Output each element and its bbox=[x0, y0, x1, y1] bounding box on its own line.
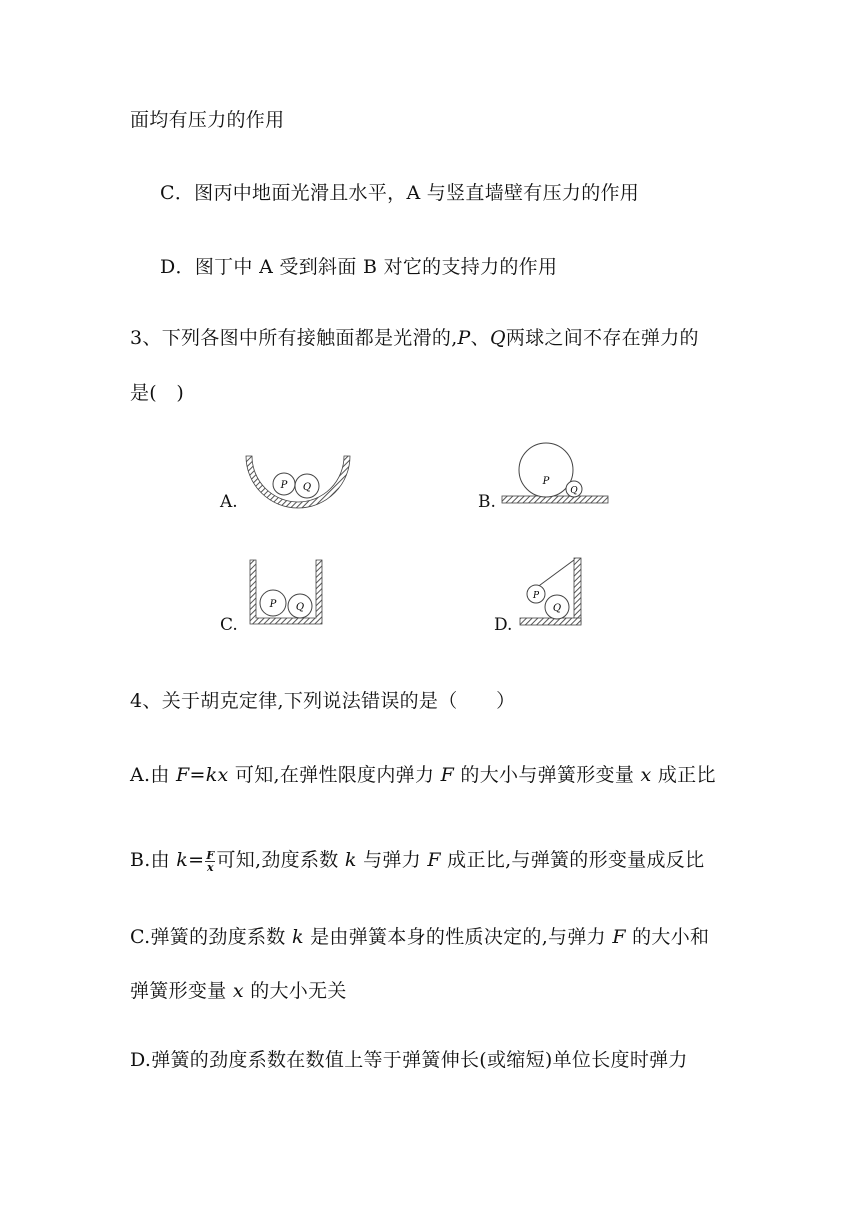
var-f: F bbox=[440, 764, 455, 786]
ball-p-label: P bbox=[542, 476, 550, 487]
question-4-stem: 4、关于胡克定律,下列说法错误的是（ ） bbox=[130, 690, 516, 712]
text-line-1: 面均有压力的作用 bbox=[130, 109, 285, 131]
text: 成正比 bbox=[651, 764, 716, 786]
q4-option-b bbox=[130, 845, 704, 873]
fraction-f-over-x bbox=[205, 850, 215, 873]
var-f: F bbox=[612, 926, 626, 948]
wall bbox=[574, 558, 581, 624]
figure-c-box-diagram bbox=[248, 560, 328, 630]
var-x: x bbox=[232, 980, 244, 1002]
question-3-text: 3、下列各图中所有接触面都是光滑的, bbox=[130, 327, 458, 349]
text: 可知,劲度系数 bbox=[216, 849, 345, 871]
text: 是由弹簧本身的性质决定的,与弹力 bbox=[303, 926, 613, 948]
ball-q-label: Q bbox=[570, 486, 578, 496]
text: 成正比,与弹簧的形变量成反比 bbox=[440, 849, 705, 871]
ball-p-label: P bbox=[269, 599, 277, 610]
text: 的大小无关 bbox=[243, 980, 347, 1002]
ball-p-label: P bbox=[280, 480, 288, 491]
equals: = bbox=[188, 849, 205, 871]
text: 弹簧形变量 bbox=[130, 980, 233, 1002]
figure-b-diagram bbox=[500, 446, 610, 508]
text: C.弹簧的劲度系数 bbox=[130, 926, 292, 948]
string bbox=[536, 560, 574, 588]
var-k: k bbox=[344, 849, 357, 871]
text: A.由 bbox=[130, 764, 177, 786]
text: 的大小和 bbox=[625, 926, 710, 948]
text: 可知,在弹性限度内弹力 bbox=[228, 764, 441, 786]
ball-q-label: Q bbox=[552, 603, 562, 614]
var-kx: kx bbox=[205, 764, 229, 786]
var-k: k bbox=[176, 849, 189, 871]
ball-q-label: Q bbox=[302, 482, 312, 493]
var-p: P bbox=[457, 327, 471, 349]
figure-a-bowl-diagram bbox=[244, 452, 354, 512]
q4-option-a bbox=[130, 760, 716, 787]
figure-d-diagram bbox=[518, 558, 588, 628]
fraction-numerator: F bbox=[206, 848, 215, 862]
option-d-line: D．图丁中 A 受到斜面 B 对它的支持力的作用 bbox=[160, 256, 558, 278]
var-q: Q bbox=[489, 327, 506, 349]
question-3-text-2: 两球之间不存在弹力的 bbox=[505, 327, 699, 349]
ball-q-label: Q bbox=[295, 602, 305, 613]
separator: 、 bbox=[470, 327, 490, 349]
floor bbox=[502, 496, 608, 503]
var-x: x bbox=[640, 764, 652, 786]
figure-c-label: C. bbox=[220, 615, 238, 635]
figure-d-label: D. bbox=[494, 615, 513, 635]
fraction-denominator: x bbox=[206, 860, 214, 874]
q4-option-c-cont bbox=[130, 976, 347, 1003]
question-3-stem-cont: 是( ) bbox=[130, 382, 185, 404]
text: 与弹力 bbox=[356, 849, 428, 871]
var-f: F bbox=[176, 764, 190, 786]
q4-option-d: D.弹簧的劲度系数在数值上等于弹簧伸长(或缩短)单位长度时弹力 bbox=[130, 1049, 688, 1071]
box-wall bbox=[250, 560, 322, 624]
question-3-stem bbox=[130, 323, 699, 350]
text: B.由 bbox=[130, 849, 177, 871]
figure-a-label: A. bbox=[220, 492, 238, 512]
var-k: k bbox=[291, 926, 304, 948]
figure-b-label: B. bbox=[478, 492, 496, 512]
equals: = bbox=[189, 764, 206, 786]
ball-p-label: P bbox=[532, 591, 540, 601]
var-f: F bbox=[427, 849, 441, 871]
floor bbox=[520, 618, 581, 625]
option-c-line: C．图丙中地面光滑且水平，A 与竖直墙壁有压力的作用 bbox=[160, 182, 640, 204]
q4-option-c bbox=[130, 922, 709, 949]
text: 的大小与弹簧形变量 bbox=[454, 764, 641, 786]
ball-p bbox=[519, 443, 573, 497]
